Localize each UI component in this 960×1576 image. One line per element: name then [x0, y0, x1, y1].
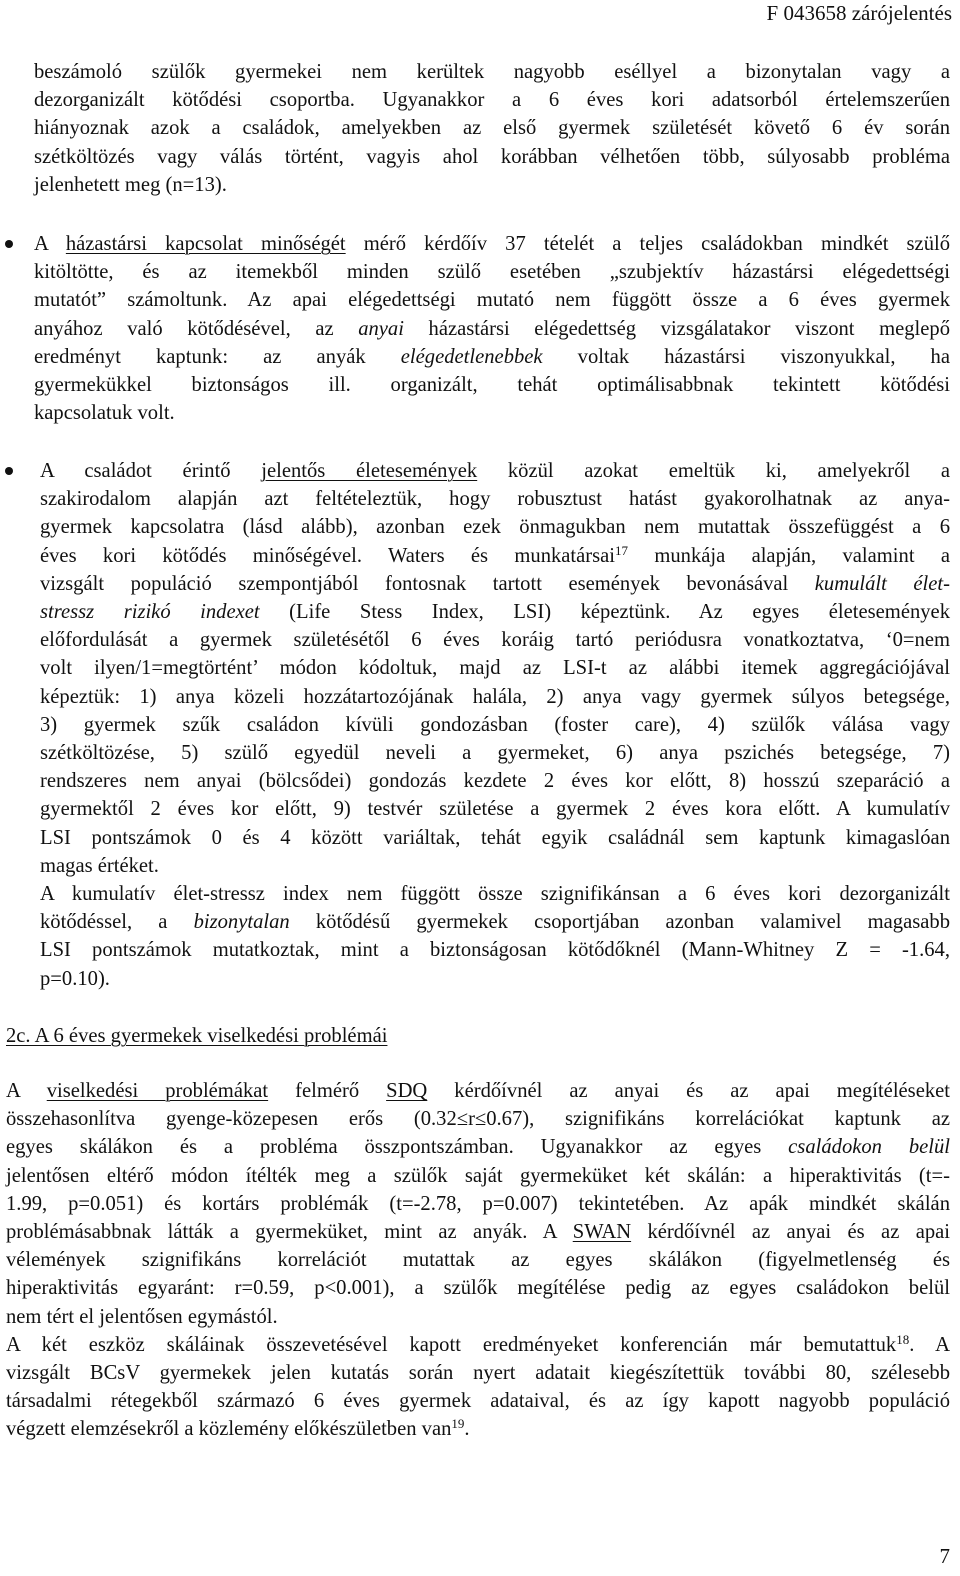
text-line — [40, 598, 950, 626]
text-run: A két eszköz skáláinak összevetésével kapott eredményeket konferencián már bemutattuk — [6, 1333, 897, 1356]
text-line: LSI pontszámok 0 és 4 között variáltak, tehát egyik családnál sem kaptunk kimagaslóan — [40, 826, 950, 849]
text-run: házastársi elégedettség vizsgálatakor viszont meglepő — [403, 317, 951, 340]
text-line: vizsgált BCsV gyermekek jelen kutatás során nyert adatait kiegészítettük további 80, szélesebb — [6, 1362, 950, 1385]
text-run: munkája alapján, valamint a — [628, 544, 950, 567]
text-line: nem tért el jelentősen egymástól. — [6, 1305, 278, 1328]
text-line: társadalmi rétegekből származó 6 éves gyermek adataival, és az így kapott nagyobb populáció — [6, 1390, 950, 1413]
paragraph-continuation — [34, 58, 950, 199]
text-line — [6, 1133, 950, 1161]
underlined-term: SDQ — [386, 1080, 428, 1102]
page-number: 7 — [939, 1544, 950, 1568]
text-line: 3) gyermek szűk családon kívüli gondozásban (foster care), 4) szülők válása vagy — [40, 713, 950, 736]
text-line: vélemények szignifikáns korrelációt mutattak az egyes skálákon (figyelmetlenség és — [6, 1249, 950, 1272]
text-line: rendszeres nem anyai (bölcsődei) gondozás kezdete 2 éves kor előtt, 8) hosszú szeparáció a — [40, 770, 950, 793]
text-line: LSI pontszámok mutatkoztak, mint a biztonságosan kötődőknél (Mann-Whitney Z = -1.64, — [40, 939, 950, 962]
italic-term: bizonytalan — [193, 911, 290, 934]
text-run: (Life Stess Index, LSI) képeztünk. Az egyes életesemények — [259, 601, 950, 624]
underlined-term: SWAN — [572, 1221, 632, 1244]
text-line — [34, 343, 950, 371]
text-run: voltak házastársi viszonyukkal, ha — [542, 345, 950, 368]
text-line — [40, 457, 950, 485]
text-line: 1.99, p=0.051) és kortárs problémák (t=-2.78, p=0.007) tekintetében. Az apák mindkét skálán — [6, 1192, 950, 1215]
text-line: szakirodalom alapján azt feltételeztük, hogy robusztust hatást gyakorolhatnak az anya- — [40, 488, 950, 511]
text-line: kitöltötte, és az itemekből minden szülő esetében „szubjektív házastársi elégedettségi — [34, 261, 950, 284]
text-line: gyermektől 2 éves kor előtt, 9) testvér születése a gyermek 2 éves kora előtt. A kumulatív — [40, 798, 950, 821]
text-run: A családot érintő — [40, 460, 262, 482]
text-line: dezorganizált kötődési csoportba. Ugyanakkor a 6 éves kori adatsorból értelemszerűen — [34, 89, 950, 112]
bullet-paragraph-life-events — [40, 457, 950, 993]
text-line: gyermekükkel biztonságos ill. organizált, tehát optimálisabbnak tekintett kötődési — [34, 374, 950, 397]
italic-term: családokon belül — [788, 1136, 951, 1159]
footnote-ref: 17 — [615, 542, 629, 558]
underlined-term: házastársi kapcsolat minőségét — [65, 233, 346, 255]
text-line: szétköltözése, 5) szülő egyedül neveli a gyermeket, 6) anya pszichés betegsége, 7) — [40, 742, 950, 765]
underlined-term: jelentős életesemények — [261, 460, 478, 482]
text-line: hiányoznak azok a családok, amelyekben az első gyermek születését követő 6 év során — [34, 117, 950, 140]
bullet-icon — [5, 467, 13, 475]
text-run: kötődéssel, a — [40, 911, 194, 934]
text-line — [6, 1218, 950, 1246]
text-line: volt ilyen/1=megtörtént’ módon kódoltuk, majd az LSI-t az alábbi itemek aggregációjával — [40, 657, 950, 680]
text-run: eredményt kaptunk: az anyák — [34, 345, 401, 368]
section-heading: 2c. A 6 éves gyermekek viselkedési problémái — [6, 1025, 388, 1047]
italic-term: elégedetlenebbek — [400, 345, 543, 368]
text-line: beszámoló szülők gyermekei nem kerültek nagyobb eséllyel a bizonytalan vagy a — [34, 61, 950, 83]
text-line — [40, 908, 950, 936]
text-run: . A — [909, 1333, 950, 1356]
text-line: képeztük: 1) anya közeli hozzátartozójának halála, 2) anya vagy gyermek súlyos betegsége, — [40, 685, 950, 708]
text-line — [40, 542, 950, 570]
bullet-icon — [5, 240, 13, 248]
italic-term: kumulált élet- — [814, 572, 950, 595]
text-run: kérdőívnél az anyai és az apai — [631, 1221, 951, 1244]
text-line — [34, 230, 950, 258]
italic-term: anyai — [358, 317, 404, 340]
footnote-ref: 18 — [896, 1331, 910, 1347]
text-run: A — [34, 233, 66, 255]
text-run: vizsgált populáció szempontjából fontosnak tartott események bevonásával — [40, 572, 815, 595]
text-run: . — [464, 1418, 470, 1441]
text-line: magas értéket. — [40, 854, 159, 877]
text-run: mérő kérdőív 37 tételét a teljes családokban mindkét szülő — [345, 233, 951, 255]
text-run: felmérő — [268, 1080, 387, 1102]
text-run: A — [6, 1080, 47, 1102]
text-line: A kumulatív élet-stressz index nem függött össze szignifikánsan a 6 éves kori dezorganizált — [40, 883, 950, 906]
text-line: jelentősen eltérő módon ítélték meg a szülők saját gyermeküket két skálán: a hiperaktivitás (t=- — [6, 1164, 950, 1187]
text-line: hiperaktivitás egyaránt: r=0.59, p<0.001), a szülők megítélése pedig az egyes családokon belül — [6, 1277, 950, 1300]
text-line: gyermek kapcsolatra (lásd alább), azonban ezek önmagukban nem mutattak összefüggést a 6 — [40, 516, 950, 539]
text-line: p=0.10). — [40, 967, 110, 990]
text-run: anyához való kötődésével, az — [34, 317, 359, 340]
underlined-term: viselkedési problémákat — [46, 1080, 269, 1102]
text-line — [6, 1331, 950, 1359]
text-run: kérdőívnél az anyai és az apai megítéléseket — [427, 1080, 950, 1102]
text-line — [6, 1077, 950, 1105]
paragraph-behavior-problems — [6, 1077, 950, 1444]
text-run: egyes skálákon és a probléma összpontszámban. Ugyanakkor az egyes — [6, 1136, 789, 1159]
footnote-ref: 19 — [451, 1416, 465, 1432]
text-run: közül azokat emeltük ki, amelyekről a — [477, 460, 950, 482]
text-line — [34, 315, 950, 343]
text-run: végzett elemzésekről a közlemény előkészületben van — [6, 1418, 452, 1441]
text-line: összehasonlítva gyenge-közepesen erős (0.32≤r≤0.67), szignifikáns korrelációkat kaptunk az — [6, 1108, 950, 1131]
text-line: kapcsolatuk volt. — [34, 402, 175, 425]
text-line: jelenhetett meg (n=13). — [34, 173, 227, 196]
text-run: kötődésű gyermekek csoportjában azonban valamivel magasabb — [289, 911, 950, 934]
italic-term: stressz rizikó indexet — [40, 601, 260, 624]
text-line: előfordulását a gyermek születésétől 6 éves koráig tartó periódusra vonatkoztatva, ‘0=nem — [40, 629, 950, 652]
text-line: szétköltözés vagy válás történt, vagyis ahol korábban vélhetően több, súlyosabb probléma — [34, 145, 950, 168]
text-run: problémásabbnak látták a gyermeküket, mint az anyák. A — [6, 1221, 573, 1244]
text-line — [40, 570, 950, 598]
bullet-paragraph-marital-quality — [34, 230, 950, 427]
text-run: éves kori kötődés minőségével. Waters és munkatársai — [40, 544, 616, 567]
text-line: mutatót” számoltunk. Az apai elégedettségi mutató nem függött össze a 6 éves gyermek — [34, 289, 950, 312]
text-line — [6, 1415, 950, 1443]
report-id-header: F 043658 zárójelentés — [766, 1, 952, 25]
